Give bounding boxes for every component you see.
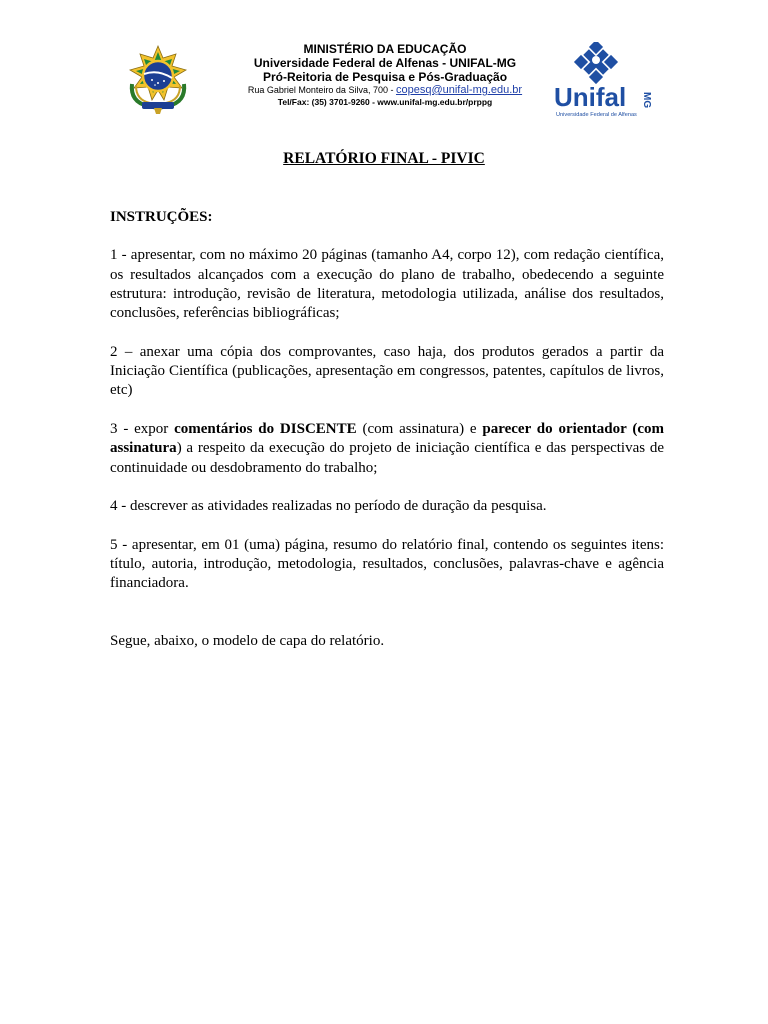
instruction-item-3 [110,420,664,478]
instructions-body [110,208,664,671]
unifal-logo [552,42,662,120]
instruction-item-1: 1 - apresentar, com no máximo 20 páginas (tamanho A4, corpo 12), com redação científica, os resultados alcançados com a execução do plano de trabalho, obedecendo a seguinte estrutura: introdução, revisão de literatura, metodologia utilizada, análise dos resultados, conclusões, referências bibliográficas; [110,247,664,322]
item3-student-comments: comentários do DISCENTE [174,420,357,437]
instruction-item-2: 2 – anexar uma cópia dos comprovantes, caso haja, dos produtos gerados a partir da Iniciação Científica (publicações, apresentação em congressos, patentes, capítulos de livros, etc) [110,343,664,399]
ministry-name: MINISTÉRIO DA EDUCAÇÃO [303,42,467,56]
brazil-coat-of-arms-emblem [122,44,194,116]
letterhead-text [210,42,560,108]
unifal-wordmark: Unifal [554,82,627,112]
item3-part-e: ) a respeito da execução do projeto de iniciação científica e das perspectivas de continuidade ou desdobramento do trabalho; [110,440,664,476]
unifal-state-mark: MG [641,92,652,109]
item3-part-a: 3 - expor [110,420,175,437]
instructions-heading: INSTRUÇÕES: [110,209,213,225]
unifal-logo-icon [552,42,662,120]
email-link[interactable]: copesq@unifal-mg.edu.br [395,84,523,96]
report-title: RELATÓRIO FINAL - PIVIC [283,150,485,167]
letterhead [0,40,768,120]
university-name: Universidade Federal de Alfenas - UNIFAL-MG [253,56,517,70]
item3-part-c: (com assinatura) e [356,420,483,437]
instruction-item-4: 4 - descrever as atividades realizadas no período de duração da pesquisa. [110,498,547,515]
instruction-item-5: 5 - apresentar, em 01 (uma) página, resumo do relatório final, contendo os seguintes itens: título, autoria, introdução, metodologia, resultados, conclusões, palavras-chave e agência financiadora. [110,536,664,592]
contact-line: Tel/Fax: (35) 3701-9260 - www.unifal-mg.edu.br/prppg [277,97,493,107]
address-line [210,84,560,97]
closing-line: Segue, abaixo, o modelo de capa do relatório. [110,632,385,649]
item3-advisor-opinion: parecer do orientador (com assinatura [110,420,664,457]
address-text: Rua Gabriel Monteiro da Silva, 700 - [247,85,396,95]
spacer [110,613,664,632]
unifal-logo-subtitle: Universidade Federal de Alfenas [556,112,637,118]
pro-rectorate-name: Pró-Reitoria de Pesquisa e Pós-Graduação [262,70,508,84]
